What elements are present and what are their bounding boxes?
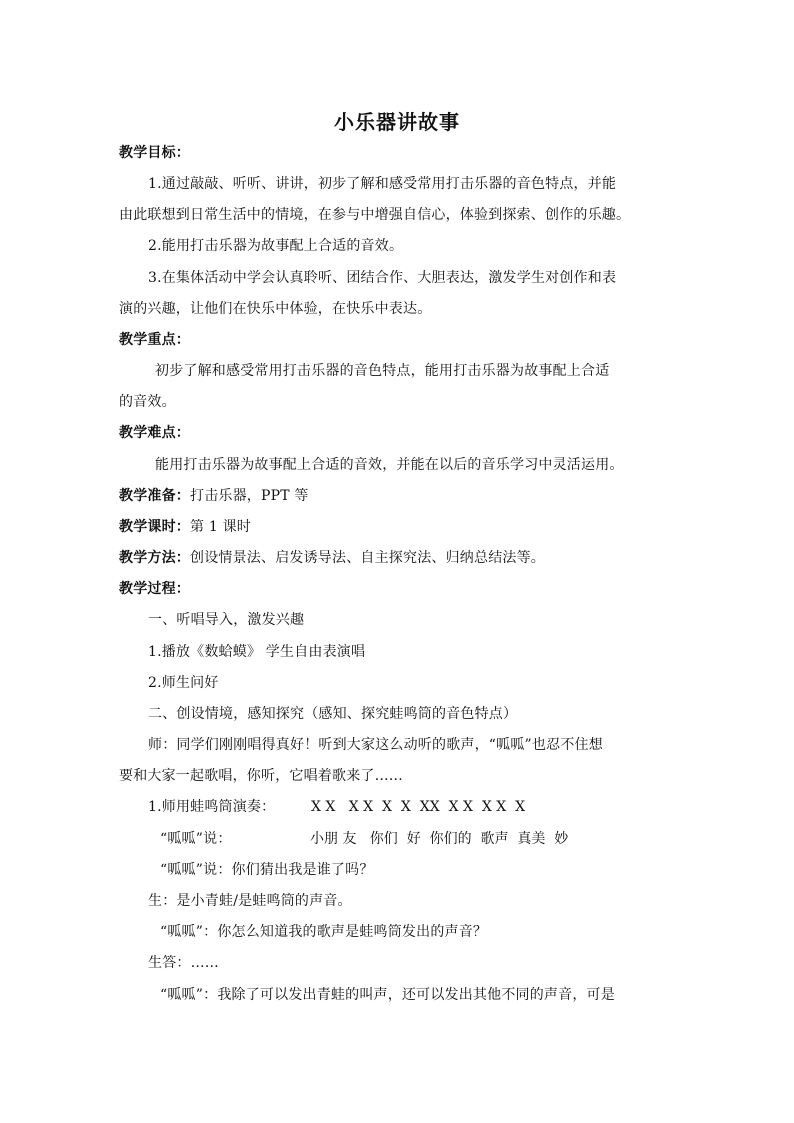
preparation-value: 打击乐器，PPT 等 [190, 488, 309, 504]
process-section-2: 二、创设情境，感知探究（感知、探究蛙鸣筒的音色特点） [148, 706, 518, 722]
guagua-said-lyrics: 小朋 友 你们 好 你们的 歌声 真美 妙 [310, 831, 569, 847]
guagua-said-label: “呱呱”说： [160, 831, 232, 847]
goal-2: 2.能用打击乐器为故事配上合适的音效。 [148, 238, 404, 254]
teacher-line-2: 要和大家一起歌唱，你听，它唱着歌来了…… [119, 768, 403, 784]
guagua-question: “呱呱”说：你们猜出我是谁了吗？ [160, 862, 374, 878]
guagua-question-2: “呱呱”：你怎么知道我的歌声是蛙鸣筒发出的声音？ [160, 924, 488, 940]
process-step-1-2: 2.师生问好 [148, 675, 219, 691]
goal-1-line-1: 1.通过敲敲、听听、讲讲，初步了解和感受常用打击乐器的音色特点，并能 [148, 176, 617, 192]
goals-heading: 教学目标： [119, 145, 190, 161]
key-points-line-2: 的音效。 [119, 394, 176, 410]
goal-3-line-1: 3.在集体活动中学会认真聆听、团结合作、大胆表达，激发学生对创作和表 [148, 270, 617, 286]
difficulties-line-1: 能用打击乐器为故事配上合适的音效，并能在以后的音乐学习中灵活运用。 [155, 457, 624, 473]
difficulties-heading: 教学难点： [119, 425, 190, 441]
key-points-line-1: 初步了解和感受常用打击乐器的音色特点，能用打击乐器为故事配上合适 [155, 363, 610, 379]
methods-row [119, 548, 545, 568]
hours-value: 第 1 课时 [190, 519, 252, 535]
hours-label: 教学课时： [119, 519, 190, 535]
preparation-row [119, 486, 309, 506]
preparation-label: 教学准备： [119, 488, 190, 504]
hours-row [119, 517, 251, 537]
process-step-1-1: 1.播放《数蛤蟆》 学生自由表演唱 [148, 644, 366, 660]
perform-rhythm: X X X X X X XX X X X X X [311, 799, 526, 815]
guagua-last-line: “呱呱”：我除了可以发出青蛙的叫声，还可以发出其他不同的声音，可是 [160, 987, 615, 1003]
process-heading: 教学过程： [119, 581, 190, 597]
goal-1-line-2: 由此联想到日常生活中的情境，在参与中增强自信心，体验到探索、创作的乐趣。 [119, 207, 631, 223]
methods-label: 教学方法： [119, 550, 190, 566]
goal-3-line-2: 演的兴趣，让他们在快乐中体验，在快乐中表达。 [119, 301, 432, 317]
perform-label: 1.师用蛙鸣筒演奏： [148, 799, 276, 815]
process-section-1: 一、听唱导入，激发兴趣 [148, 612, 305, 628]
teacher-line-1: 师：同学们刚刚唱得真好！听到大家这么动听的歌声，“呱呱”也忍不住想 [148, 737, 603, 753]
key-points-heading: 教学重点： [119, 332, 190, 348]
student-answer: 生：是小青蛙/是蛙鸣筒的声音。 [148, 893, 352, 909]
student-answer-2: 生答：…… [148, 955, 219, 971]
document-title: 小乐器讲故事 [334, 110, 460, 134]
methods-value: 创设情景法、启发诱导法、自主探究法、归纳总结法等。 [190, 550, 545, 566]
